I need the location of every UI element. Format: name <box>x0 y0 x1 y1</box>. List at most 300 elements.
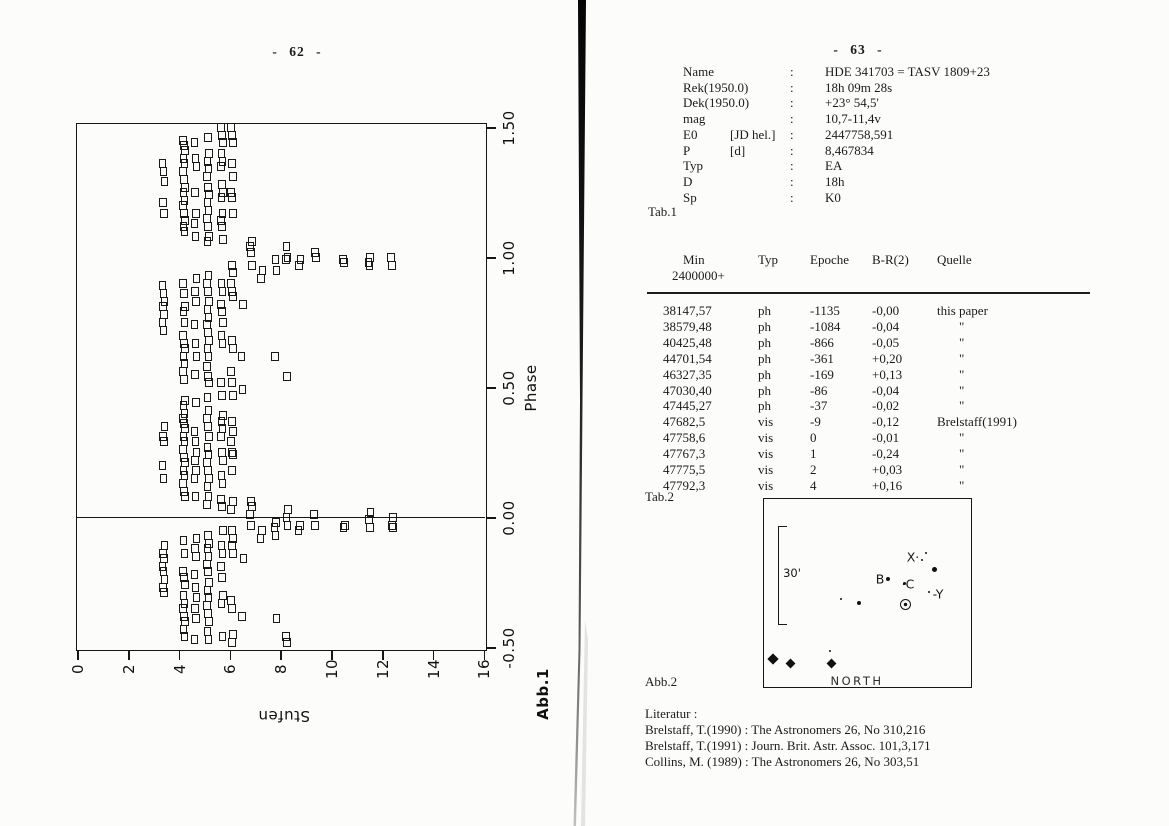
minima-cell: " <box>959 398 965 414</box>
minima-cell: " <box>959 350 965 366</box>
star-dot <box>829 650 831 652</box>
minima-col-header: Min <box>683 252 705 267</box>
star-label: X· <box>906 549 920 565</box>
data-point-square <box>193 274 201 283</box>
y-tick <box>487 517 496 519</box>
data-point-square <box>191 427 199 436</box>
param-unit-bracket: [d] <box>730 142 746 158</box>
data-point-square <box>204 133 212 142</box>
data-point-square <box>366 523 374 532</box>
minima-cell: vis <box>758 430 774 446</box>
minima-cell: -866 <box>810 334 834 350</box>
data-point-square <box>160 167 168 176</box>
data-point-square <box>203 172 211 181</box>
literature-entry: Collins, M. (1989) : The Astronomers 26, No 303,51 <box>645 754 920 769</box>
minima-cell: vis <box>758 414 774 430</box>
param-colon: : <box>790 126 794 142</box>
data-point-square <box>229 549 237 558</box>
data-point-square <box>181 632 189 641</box>
data-point-square <box>203 500 211 509</box>
data-point-square <box>228 417 236 426</box>
data-point-square <box>229 391 237 400</box>
y-tick-label: -0.50 <box>500 627 518 669</box>
minima-cell: ph <box>758 303 771 318</box>
data-point-square <box>247 248 255 257</box>
minima-cell: ph <box>758 366 771 382</box>
data-point-square <box>340 258 348 267</box>
minima-cell: 38579,48 <box>663 318 712 334</box>
minima-cell: " <box>959 477 965 493</box>
x-tick-label: 4 <box>170 663 189 675</box>
minima-cell: this paper <box>937 303 988 318</box>
data-point-square <box>218 599 226 608</box>
data-point-square <box>295 261 303 270</box>
param-row <box>683 127 1103 143</box>
minima-cell: -0,04 <box>872 382 900 398</box>
param-value: 2447758,591 <box>825 126 894 142</box>
data-point-square <box>181 580 189 589</box>
y-tick-label: 1.00 <box>500 240 518 276</box>
tab1-caption: Tab.1 <box>648 204 678 219</box>
param-row <box>683 95 1103 111</box>
minima-cell: +0,20 <box>872 350 903 366</box>
minima-cell: 47758,6 <box>663 430 706 446</box>
minima-cell: 4 <box>810 477 817 493</box>
data-point-square <box>181 492 189 501</box>
data-point-square <box>240 554 248 563</box>
data-point-square <box>219 456 227 465</box>
param-value: EA <box>825 158 843 174</box>
data-point-square <box>180 289 188 298</box>
scale-label: 30' <box>783 566 801 580</box>
star-dot <box>840 598 842 600</box>
literature-entry: Brelstaff, T.(1990) : The Astronomers 26, No 310,216 <box>645 722 926 737</box>
data-point-square <box>192 492 200 501</box>
left-page-number: - 62 - <box>272 44 322 59</box>
data-point-square <box>179 279 187 288</box>
phase-zero-line <box>77 517 485 519</box>
literature-entry: Brelstaff, T.(1991) : Journ. Brit. Astr. Assoc. 101,3,171 <box>645 738 931 753</box>
minima-cell: 47682,5 <box>663 414 706 430</box>
minima-cell: -169 <box>810 366 834 382</box>
minima-cell: -86 <box>810 382 828 398</box>
minima-cell: +0,03 <box>872 462 903 477</box>
minima-cell: " <box>959 446 965 462</box>
data-point-square <box>219 339 227 348</box>
data-point-square <box>204 237 212 246</box>
param-unit-bracket: [JD hel.] <box>730 126 776 142</box>
minima-cell: 46327,35 <box>663 366 712 382</box>
data-point-square <box>192 614 200 623</box>
star-dot <box>921 559 923 561</box>
stufen-axis-title: Stufen <box>258 707 310 725</box>
param-value: 18h 09m 28s <box>825 79 893 95</box>
minima-cell: " <box>959 334 965 350</box>
param-colon: : <box>790 158 794 174</box>
data-point-square <box>273 614 281 623</box>
minima-cell: 44701,54 <box>663 350 712 366</box>
star-label: -Y <box>932 586 944 602</box>
data-point-square <box>192 552 200 561</box>
data-point-square <box>271 352 279 361</box>
data-point-square <box>191 456 199 465</box>
param-colon: : <box>790 111 794 127</box>
data-point-square <box>228 378 236 387</box>
minima-cell: -9 <box>810 414 821 430</box>
data-point-square <box>282 255 290 264</box>
star-dot <box>925 552 928 555</box>
minima-cell: 40425,48 <box>663 334 712 350</box>
minima-cell: ph <box>758 318 771 334</box>
param-row <box>683 143 1103 159</box>
data-point-square <box>204 567 212 576</box>
data-point-square <box>257 534 265 543</box>
variable-star-marker <box>900 599 911 610</box>
data-point-square <box>180 307 188 316</box>
data-point-square <box>295 526 303 535</box>
minima-cell: -0,05 <box>872 334 900 350</box>
x-tick-label: 0 <box>69 663 87 675</box>
minima-cell: 47775,5 <box>663 462 706 477</box>
data-point-square <box>193 352 201 361</box>
param-label: D <box>683 173 693 189</box>
minima-cell: -1135 <box>810 303 840 318</box>
param-value: K0 <box>825 189 841 205</box>
data-point-square <box>283 242 291 251</box>
param-row <box>683 174 1103 190</box>
data-point-square <box>238 612 246 621</box>
data-point-square <box>229 172 237 181</box>
param-value: +23° 54,5' <box>825 95 879 111</box>
x-tick-label: 14 <box>424 658 443 680</box>
data-point-square <box>257 274 265 283</box>
data-point-square <box>228 604 236 613</box>
data-point-square <box>192 398 200 407</box>
data-point-square <box>227 367 235 376</box>
data-point-square <box>191 474 199 483</box>
minima-cell: -361 <box>810 350 834 366</box>
y-tick <box>487 127 496 129</box>
minima-cell: vis <box>758 462 774 477</box>
y-tick-label: 0.00 <box>500 500 518 536</box>
x-tick <box>128 651 130 660</box>
star-label: B <box>875 571 885 587</box>
param-colon: : <box>790 64 794 79</box>
x-tick <box>179 651 181 660</box>
data-point-square <box>191 635 199 644</box>
data-point-square <box>311 521 319 530</box>
param-colon: : <box>790 95 794 111</box>
figure1-caption: Abb.1 <box>534 668 552 720</box>
minima-cell: " <box>959 430 965 446</box>
table-rule <box>647 292 1090 294</box>
data-point-square <box>388 261 396 270</box>
data-point-square <box>217 432 225 441</box>
param-row <box>683 190 1103 206</box>
north-label: NORTH <box>830 674 884 688</box>
data-point-square <box>239 300 247 309</box>
param-row <box>683 111 1103 127</box>
star-label: ·C <box>901 576 915 592</box>
minima-cell: ph <box>758 334 771 350</box>
minima-col-header: Quelle <box>937 252 972 267</box>
data-point-square <box>227 505 235 514</box>
data-point-square <box>218 307 226 316</box>
param-label: E0 <box>683 126 698 142</box>
minima-cell: -0,02 <box>872 398 900 414</box>
data-point-square <box>192 339 200 348</box>
data-point-square <box>181 227 189 236</box>
data-point-square <box>204 222 212 231</box>
data-point-square <box>272 255 280 264</box>
minima-cell: -0,04 <box>872 318 900 334</box>
data-point-square <box>160 326 168 335</box>
minima-cell: " <box>959 366 965 382</box>
phase-axis-title: Phase <box>522 364 540 412</box>
param-label: Typ <box>683 158 704 174</box>
param-colon: : <box>790 189 794 205</box>
minima-cell: vis <box>758 446 774 462</box>
data-point-square <box>218 193 226 202</box>
y-tick <box>487 257 496 259</box>
minima-cell: 47445,27 <box>663 398 712 414</box>
minima-col-header: Typ <box>758 252 779 267</box>
literature-section <box>645 706 1065 770</box>
minima-cell: -0,00 <box>872 303 900 318</box>
data-point-square <box>389 523 397 532</box>
data-point-square <box>218 222 226 231</box>
minima-cell: 47030,40 <box>663 382 712 398</box>
star-dot <box>857 601 861 605</box>
minima-cell: ph <box>758 350 771 366</box>
minima-cell: -0,01 <box>872 430 900 446</box>
data-point-square <box>192 297 200 306</box>
param-row <box>683 158 1103 174</box>
data-point-square <box>272 531 280 540</box>
phase-plot-figure <box>0 0 584 826</box>
data-point-square <box>340 523 348 532</box>
tab2-caption: Tab.2 <box>645 489 675 504</box>
x-tick-label: 10 <box>323 658 341 680</box>
minima-cell: ph <box>758 382 771 398</box>
param-label: Rek(1950.0) <box>683 79 749 95</box>
param-value: 10,7-11,4v <box>825 111 881 127</box>
minima-cell: +0,13 <box>872 366 903 382</box>
data-point-square <box>160 209 168 218</box>
literature-title: Literatur : <box>645 706 698 721</box>
data-point-square <box>228 638 236 647</box>
param-label: Dek(1950.0) <box>683 95 750 111</box>
data-point-square <box>192 209 200 218</box>
data-point-square <box>366 261 374 270</box>
data-point-square <box>227 437 235 446</box>
data-point-square <box>229 138 237 147</box>
data-point-square <box>219 526 227 535</box>
data-point-square <box>191 320 199 329</box>
minima-cell: -1084 <box>810 318 841 334</box>
minima-cell: " <box>959 382 965 398</box>
minima-cell: 38147,57 <box>663 303 712 318</box>
data-point-square <box>239 385 247 394</box>
data-point-square <box>161 422 169 431</box>
data-point-square <box>160 474 168 483</box>
param-colon: : <box>790 142 794 158</box>
data-point-square <box>160 437 168 446</box>
data-point-square <box>191 138 199 147</box>
param-colon: : <box>790 173 794 189</box>
data-point-square <box>228 193 236 202</box>
data-point-square <box>284 521 292 530</box>
data-point-square <box>238 352 246 361</box>
data-point-square <box>219 318 227 327</box>
minima-cell: -0,24 <box>872 446 900 462</box>
y-tick <box>487 647 496 649</box>
data-point-square <box>229 427 237 436</box>
minima-cell: ph <box>758 398 771 414</box>
minima-cell: " <box>959 318 965 334</box>
param-label: P <box>683 142 691 158</box>
data-point-square <box>218 502 226 511</box>
data-point-square <box>191 570 199 579</box>
minima-cell: -37 <box>810 398 828 414</box>
minima-cell: 2 <box>810 462 817 477</box>
book-gutter-shadow <box>562 0 602 826</box>
data-point-square <box>228 466 236 475</box>
param-label: Sp <box>683 189 697 205</box>
star-dot <box>928 591 930 593</box>
data-point-square <box>204 422 212 431</box>
minima-cell: -0,12 <box>872 414 900 430</box>
y-tick-label: 0.50 <box>500 370 518 406</box>
data-point-square <box>205 635 213 644</box>
minima-col-header: Epoche <box>810 252 849 267</box>
data-point-square <box>229 450 237 459</box>
x-tick <box>280 651 282 660</box>
x-tick-label: 2 <box>119 663 138 675</box>
data-point-square <box>191 188 199 197</box>
data-point-square <box>181 318 189 327</box>
data-point-square <box>248 261 256 270</box>
minima-cell: " <box>959 462 965 477</box>
data-point-square <box>217 562 225 571</box>
minima-cell: Brelstaff(1991) <box>937 414 1017 430</box>
data-point-square <box>219 235 227 244</box>
param-value: HDE 341703 = TASV 1809+23 <box>825 64 990 79</box>
data-point-square <box>229 209 237 218</box>
minima-cell: 47792,3 <box>663 477 706 493</box>
minima-cell: 47767,3 <box>663 446 706 462</box>
bright-star-diamond <box>785 658 795 668</box>
data-point-square <box>205 432 213 441</box>
data-point-square <box>283 638 291 647</box>
right-page-number: - 63 - <box>833 42 883 57</box>
data-point-square <box>204 287 212 296</box>
minima-cell: vis <box>758 477 774 493</box>
data-point-square <box>273 266 281 275</box>
x-tick-label: 6 <box>221 663 240 675</box>
x-tick-label: 8 <box>272 663 291 675</box>
data-point-square <box>191 219 199 228</box>
minima-cell: +0,16 <box>872 477 903 493</box>
data-point-square <box>247 521 255 530</box>
data-point-square <box>218 391 226 400</box>
data-point-square <box>204 393 212 402</box>
x-tick-label: 16 <box>475 658 494 680</box>
data-point-square <box>193 162 201 171</box>
data-point-square <box>218 573 226 582</box>
param-label: mag <box>683 111 706 127</box>
data-point-square <box>229 268 237 277</box>
data-point-square <box>219 138 227 147</box>
data-point-square <box>192 232 200 241</box>
minima-subheader: 2400000+ <box>672 267 725 283</box>
bright-star-diamond <box>826 658 836 668</box>
data-point-square <box>228 159 236 168</box>
data-point-square <box>204 482 212 491</box>
data-point-square <box>161 177 169 186</box>
data-point-square <box>229 292 237 301</box>
data-point-square <box>191 287 199 296</box>
star-dot <box>932 567 937 572</box>
y-tick-label: 1.50 <box>500 110 518 146</box>
data-point-square <box>217 378 225 387</box>
minima-col-header: B-R(2) <box>872 252 909 267</box>
param-colon: : <box>790 79 794 95</box>
data-point-square <box>219 287 227 296</box>
y-tick <box>487 387 496 389</box>
data-point-square <box>205 378 213 387</box>
data-point-square <box>205 617 213 626</box>
minima-cell: 1 <box>810 446 817 462</box>
data-point-square <box>205 352 213 361</box>
minima-cell: 0 <box>810 430 817 446</box>
figure2-caption: Abb.2 <box>645 674 678 689</box>
x-tick <box>77 651 79 660</box>
data-point-square <box>229 344 237 353</box>
bright-star-diamond <box>767 653 778 664</box>
data-point-square <box>312 253 320 262</box>
data-point-square <box>181 549 189 558</box>
data-point-square <box>283 372 291 381</box>
minima-table <box>663 252 1093 492</box>
data-point-square <box>191 370 199 379</box>
data-point-square <box>192 437 200 446</box>
param-value: 18h <box>825 173 845 189</box>
data-point-square <box>180 536 188 545</box>
data-point-square <box>192 583 200 592</box>
x-tick <box>230 651 232 660</box>
star-dot <box>886 577 891 582</box>
data-point-square <box>180 375 188 384</box>
data-point-square <box>159 198 167 207</box>
finder-chart <box>763 498 972 688</box>
param-row <box>683 80 1103 96</box>
data-point-square <box>217 162 225 171</box>
data-point-square <box>193 534 201 543</box>
data-point-square <box>159 461 167 470</box>
data-point-square <box>219 479 227 488</box>
param-row <box>683 64 1103 80</box>
data-point-square <box>193 593 201 602</box>
data-point-square <box>219 549 227 558</box>
param-label: Name <box>683 64 715 79</box>
data-point-square <box>160 588 168 597</box>
data-point-square <box>219 632 227 641</box>
data-point-square <box>203 362 211 371</box>
data-point-square <box>191 604 199 613</box>
param-value: 8,467834 <box>825 142 874 158</box>
plot-frame <box>76 123 487 651</box>
